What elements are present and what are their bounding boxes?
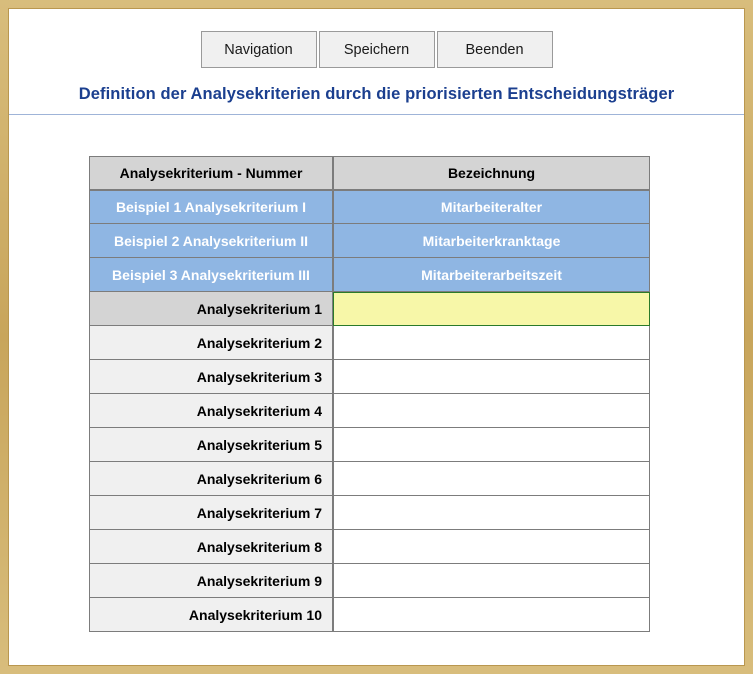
save-button-label: Speichern: [343, 41, 410, 58]
table-row: [89, 530, 650, 564]
table-row: [89, 224, 650, 258]
save-button[interactable]: [319, 31, 435, 68]
criterion-input-6[interactable]: [333, 462, 650, 496]
title-band: [9, 85, 744, 115]
exit-button-label: Beenden: [465, 41, 524, 58]
table-row: [89, 360, 650, 394]
table-row: [89, 564, 650, 598]
example-row-number: Beispiel 1 Analysekriterium I: [89, 190, 333, 224]
example-row-number: Beispiel 3 Analysekriterium III: [89, 258, 333, 292]
table-body: [89, 190, 650, 632]
example-row-label: Mitarbeiterkranktage: [333, 224, 650, 258]
criterion-input-5[interactable]: [333, 428, 650, 462]
table-row: [89, 258, 650, 292]
criterion-input-7[interactable]: [333, 496, 650, 530]
table-row: [89, 496, 650, 530]
navigation-button-label: Navigation: [224, 41, 293, 58]
column-header-number: Analysekriterium - Nummer: [89, 156, 333, 190]
criterion-label-9: Analysekriterium 9: [89, 564, 333, 598]
table-row: [89, 190, 650, 224]
criterion-input-8[interactable]: [333, 530, 650, 564]
table-head: [89, 156, 650, 190]
criterion-input-2[interactable]: [333, 326, 650, 360]
toolbar: [9, 31, 744, 68]
criterion-input-4[interactable]: [333, 394, 650, 428]
analysis-criteria-table: [89, 156, 650, 632]
table-row: [89, 598, 650, 632]
criterion-label-1: Analysekriterium 1: [89, 292, 333, 326]
criterion-input-9[interactable]: [333, 564, 650, 598]
table-row: [89, 394, 650, 428]
table-header-row: [89, 156, 650, 190]
criterion-label-6: Analysekriterium 6: [89, 462, 333, 496]
example-row-label: Mitarbeiteralter: [333, 190, 650, 224]
column-header-designation: Bezeichnung: [333, 156, 650, 190]
navigation-button[interactable]: [201, 31, 317, 68]
criterion-label-10: Analysekriterium 10: [89, 598, 333, 632]
criterion-label-2: Analysekriterium 2: [89, 326, 333, 360]
table-row: [89, 326, 650, 360]
table-row: [89, 292, 650, 326]
example-row-number: Beispiel 2 Analysekriterium II: [89, 224, 333, 258]
exit-button[interactable]: [437, 31, 553, 68]
criteria-grid: [89, 156, 650, 632]
criterion-label-4: Analysekriterium 4: [89, 394, 333, 428]
criterion-label-5: Analysekriterium 5: [89, 428, 333, 462]
criterion-input-1[interactable]: [333, 292, 650, 326]
criterion-label-7: Analysekriterium 7: [89, 496, 333, 530]
table-row: [89, 428, 650, 462]
table-row: [89, 462, 650, 496]
criterion-label-3: Analysekriterium 3: [89, 360, 333, 394]
page-title: Definition der Analysekriterien durch die priorisierten Entscheidungsträger: [78, 85, 675, 103]
example-row-label: Mitarbeiterarbeitszeit: [333, 258, 650, 292]
criterion-input-3[interactable]: [333, 360, 650, 394]
page-surface: [8, 8, 745, 666]
criterion-input-10[interactable]: [333, 598, 650, 632]
criterion-label-8: Analysekriterium 8: [89, 530, 333, 564]
